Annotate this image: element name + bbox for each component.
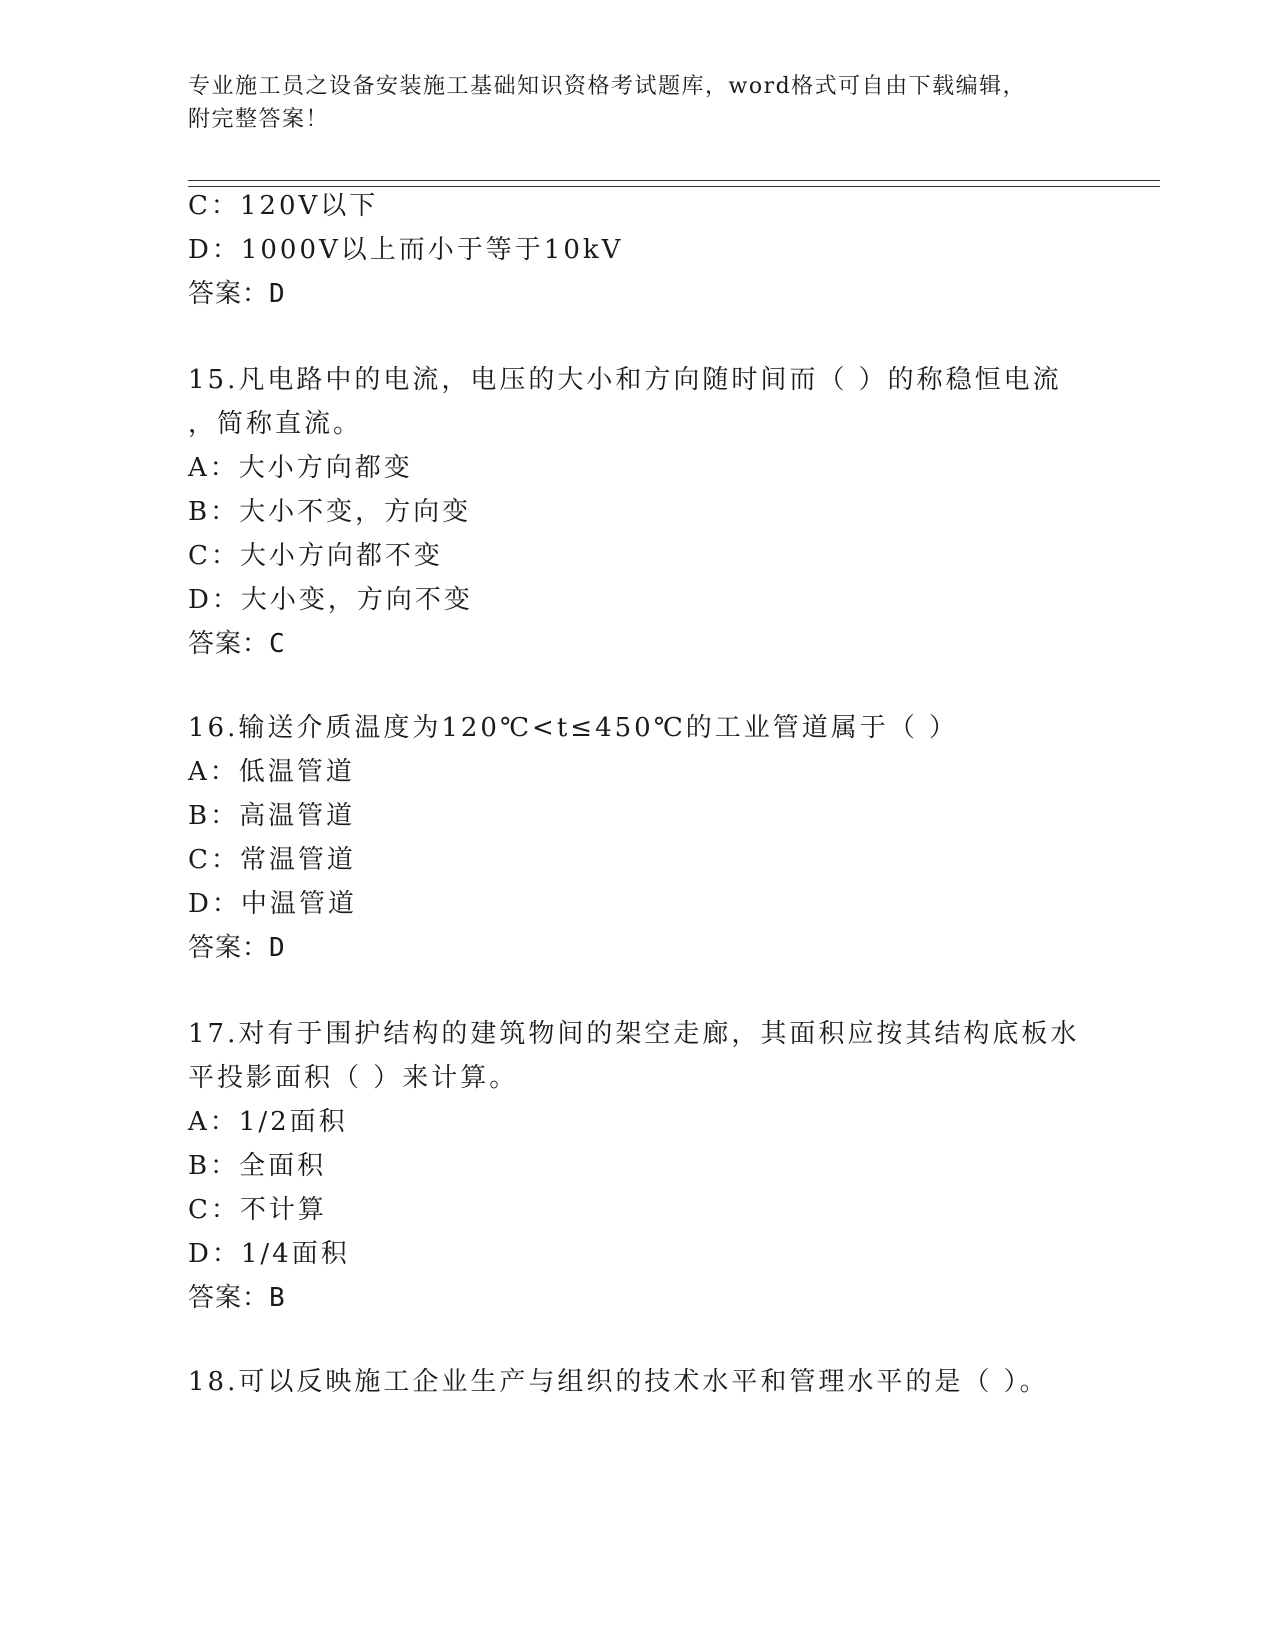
option-a: A：大小方向都变 xyxy=(188,453,413,483)
question-stem-continued: 平投影面积（ ）来计算。 xyxy=(188,1063,519,1093)
option-b: B：高温管道 xyxy=(188,801,356,831)
option-c: C：大小方向都不变 xyxy=(188,541,443,571)
option-b: B：大小不变，方向变 xyxy=(188,497,472,527)
answer: 答案：D xyxy=(188,279,286,309)
question-stem-continued: ，简称直流。 xyxy=(188,409,363,439)
question-stem: 15.凡电路中的电流，电压的大小和方向随时间而（ ）的称稳恒电流 xyxy=(188,365,1062,395)
option-d: D：1000V以上而小于等于10kV xyxy=(188,235,624,265)
answer: 答案：D xyxy=(188,933,286,963)
option-d: D：大小变，方向不变 xyxy=(188,585,473,615)
option-c: C：不计算 xyxy=(188,1195,327,1225)
option-b: B：全面积 xyxy=(188,1151,327,1181)
option-a: A：低温管道 xyxy=(188,757,355,787)
option-a: A：1/2面积 xyxy=(188,1107,348,1137)
answer: 答案：B xyxy=(188,1283,286,1313)
option-d: D：中温管道 xyxy=(188,889,357,919)
question-stem: 17.对有于围护结构的建筑物间的架空走廊，其面积应按其结构底板水 xyxy=(188,1019,1080,1049)
question-stem: 16.输送介质温度为120℃<t≤450℃的工业管道属于（ ） xyxy=(188,713,959,743)
option-c: C：常温管道 xyxy=(188,845,356,875)
header-divider xyxy=(188,180,1160,187)
page-header xyxy=(188,70,1068,136)
header-line-1: 专业施工员之设备安装施工基础知识资格考试题库，word格式可自由下载编辑， xyxy=(188,74,1027,99)
question-stem: 18.可以反映施工企业生产与组织的技术水平和管理水平的是（ ）。 xyxy=(188,1367,1049,1397)
option-d: D：1/4面积 xyxy=(188,1239,350,1269)
option-c: C：120V以下 xyxy=(188,191,379,221)
answer: 答案：C xyxy=(188,629,286,659)
header-line-2: 附完整答案！ xyxy=(188,107,330,132)
